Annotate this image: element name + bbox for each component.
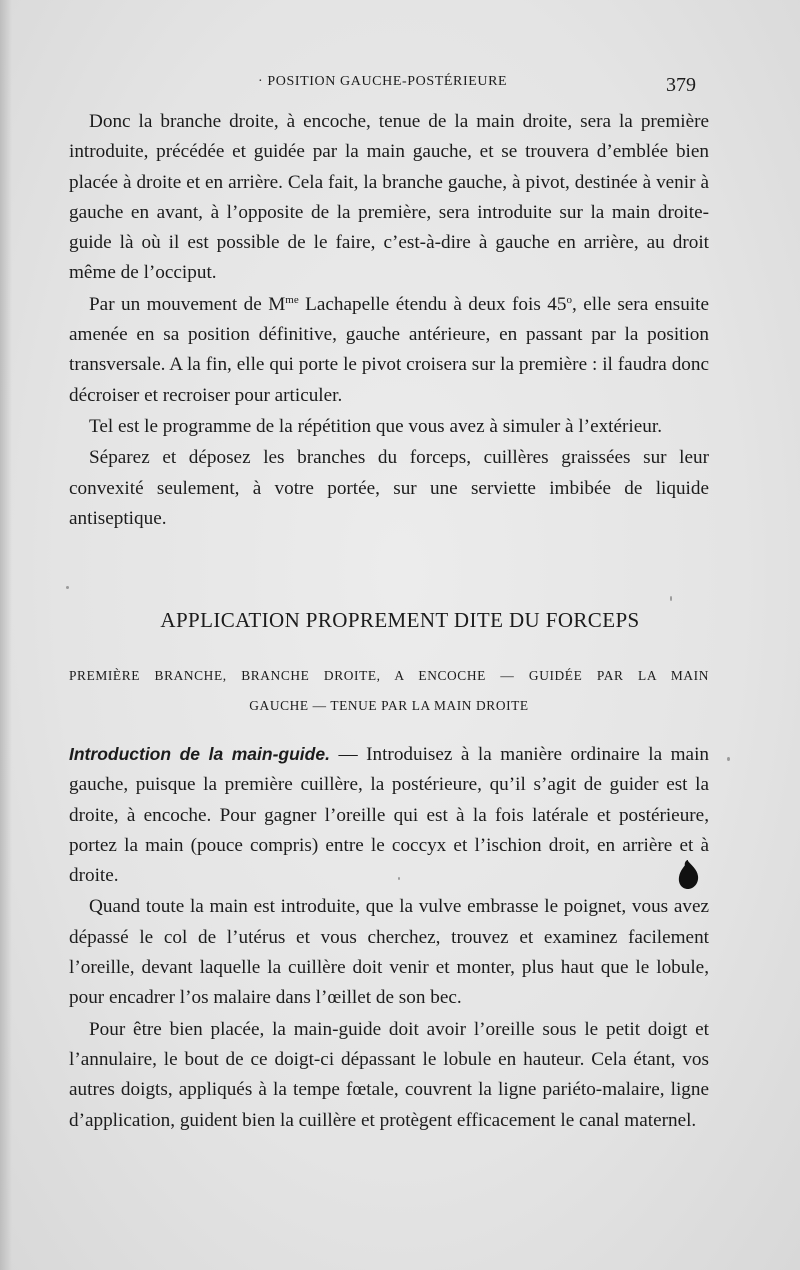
paragraph-6: Quand toute la main est introduite, que la vulve embrasse le poignet, vous avez dépassé le col de l’utérus et vous cherchez, trouvez et examinez facilement l’oreille, devant laquelle la cuillère doit venir et monter, plus haut que le lobule, pour encadrer l’os malaire dans l’œillet de son bec. [69,896,709,1009]
madame-superscript: me [285,293,299,306]
paragraph-7: Pour être bien placée, la main-guide doit avoir l’oreille sous le petit doigt et l’annulaire, le bout de ce doigt-ci dépassant le lobule en hauteur. Cela étant, vos autres doigts, appliqués à la tempe fœtale, couvrent la ligne pariéto-malaire, ligne d’application, guident bien la cuillère et protègent efficacement le canal maternel. [69,1018,709,1131]
running-head [0,72,800,96]
subheading-line-1: PREMIÈRE BRANCHE, BRANCHE DROITE, A ENCOCHE — GUIDÉE PAR LA MAIN [69,668,709,683]
section-1-body [69,107,709,534]
paper-speck [727,757,730,761]
section-heading: APPLICATION PROPREMENT DITE DU FORCEPS [160,608,640,632]
paragraph-2-start: Par un mouvement de M [89,293,286,315]
paragraph-5 [69,739,709,891]
page-edge-shadow [0,0,12,1270]
paper-speck [398,877,400,880]
paragraph-5-text: — Introduisez à la manière ordinaire la main gauche, puisque la première cuillère, la postérieure, qu’il s’agit de guider est la droite, à encoche. Pour gagner l’oreille qui est à la fois latérale et postérieure, portez la main (pouce compris) entre le coccyx et l’ischion droit, en arrière et à droite. [69,744,709,887]
paragraph-3: Tel est le programme de la répétition que vous avez à simuler à l’extérieur. [89,415,662,437]
paragraph-2-end: , elle sera ensuite amenée en sa position définitive, gauche antérieure, en passant par la position transversale. A la fin, elle qui porte le pivot croisera sur la première : il faudra donc décroiser et recroiser pour articuler. [69,293,709,406]
page-number: 379 [666,74,696,96]
section-2-body [69,739,709,1136]
paper-speck [66,586,69,589]
subheading-line-2: GAUCHE — TENUE PAR LA MAIN DROITE [249,698,529,713]
ink-blot-mark [676,860,700,890]
running-head-title: · POSITION GAUCHE-POSTÉRIEURE [258,74,508,89]
paragraph-4: Séparez et déposez les branches du forceps, cuillères graissées sur leur convexité seulement, à votre portée, sur une serviette imbibée de liquide antiseptique. [69,447,709,529]
paragraph-1: Donc la branche droite, à encoche, tenue de la main droite, sera la première introduite, précédée et guidée par la main gauche, et se trouvera d’emblée bien placée à droite et en arrière. Cela fait, la branche gauche, à pivot, destinée à venir à gauche en avant, à l’opposite de la première, sera introduite sur la main droite-guide là où il est possible de le faire, c’est-à-dire à gauche en arrière, au droit même de l’occiput. [69,111,709,284]
paper-speck [670,596,672,601]
paragraph-2 [69,290,709,411]
degree-superscript: o [566,293,572,306]
paragraph-2-middle: Lachapelle étendu à deux fois 45 [298,293,567,315]
run-in-heading: Introduction de la main-guide. [69,744,330,764]
